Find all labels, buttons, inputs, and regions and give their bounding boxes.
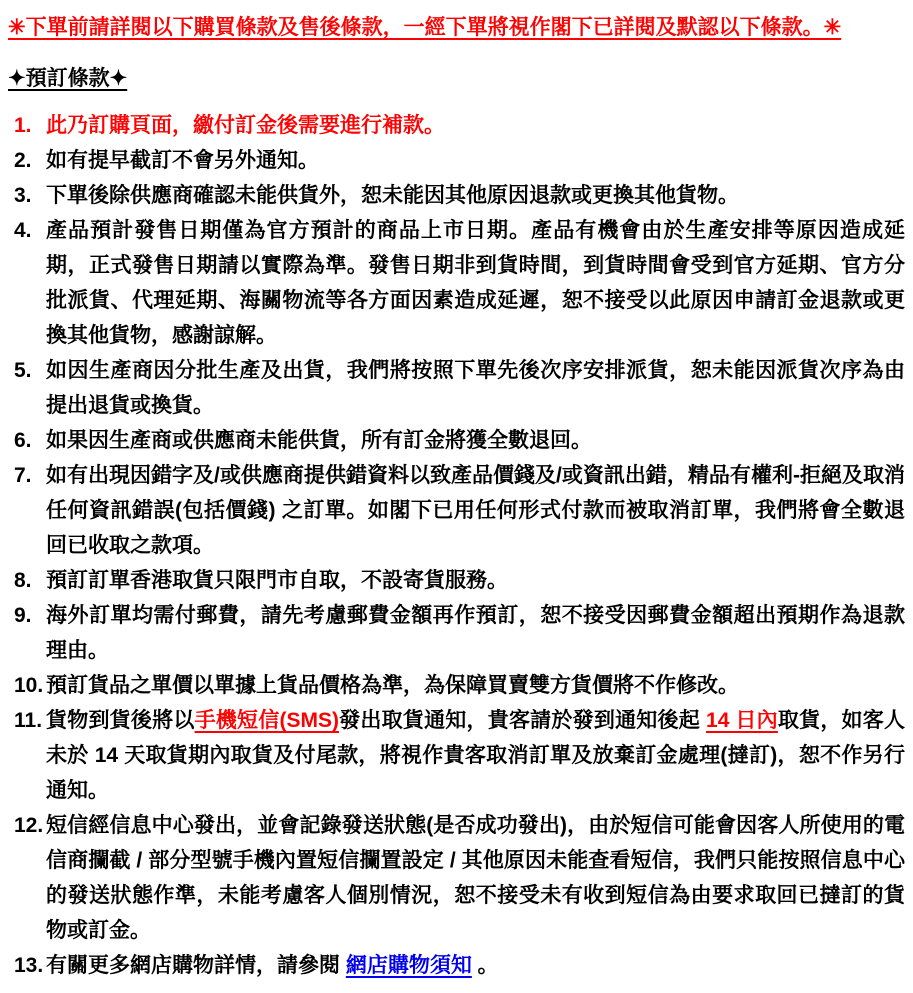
term-item bbox=[8, 178, 905, 213]
term-text-segment: 產品預計發售日期僅為官方預計的商品上市日期。產品有機會由於生產安排等原因造成延期，正式發售日期請以實際為準。發售日期非到貨時間，到貨時間會受到官方延期、官方分批派貨、代理延期、海關物流等各方面因素造成延遲，恕不接受以此原因申請訂金退款或更換其他貨物，感謝諒解。 bbox=[46, 219, 905, 347]
term-text bbox=[46, 114, 445, 137]
term-number: 7. bbox=[14, 464, 32, 487]
term-text-segment: 取貨，如客人未於 14 天取貨期內取貨及付尾款，將視作貴客取消訂單及放棄訂金處理(撻訂)，恕不作另行通知。 bbox=[46, 709, 906, 802]
term-number: 9. bbox=[14, 604, 32, 627]
term-text bbox=[46, 954, 499, 977]
preorder-terms-heading: ✦預訂條款✦ bbox=[8, 67, 128, 90]
term-item bbox=[8, 108, 905, 143]
term-text-segment: 貨物到貨後將以 bbox=[46, 709, 195, 732]
term-number: 2. bbox=[14, 149, 32, 172]
term-text-segment: 發出取貨通知，貴客請於發到通知後起 bbox=[338, 709, 707, 732]
highlighted-term-text: 手機短信(SMS) bbox=[194, 709, 339, 732]
term-number: 5. bbox=[14, 359, 32, 382]
term-text-segment: 如因生產商因分批生產及出貨，我們將按照下單先後次序安排派貨，恕未能因派貨次序為由提出退貨或換貨。 bbox=[46, 359, 905, 417]
term-number: 3. bbox=[14, 184, 32, 207]
term-item bbox=[8, 703, 905, 808]
term-text-segment: 如有出現因錯字及/或供應商提供錯資料以致產品價錢及/或資訊出錯，精品有權利-拒絕及取消任何資訊錯誤(包括價錢) 之訂單。如閣下已用任何形式付款而被取消訂單，我們將會全數退回已收取之款項。 bbox=[46, 464, 905, 557]
term-text bbox=[46, 814, 905, 942]
term-number: 13. bbox=[14, 954, 44, 977]
terms-list bbox=[8, 108, 905, 983]
term-item bbox=[8, 668, 905, 703]
term-text-segment: 有關更多網店購物詳情，請參閱 bbox=[46, 954, 346, 977]
purchase-notice-heading: ✳下單前請詳閱以下購買條款及售後條款，一經下單將視作閣下已詳閱及默認以下條款。✳ bbox=[8, 16, 842, 39]
term-number: 10. bbox=[14, 674, 44, 697]
term-item bbox=[8, 808, 905, 948]
term-text-segment: 預訂訂單香港取貨只限門市自取，不設寄貨服務。 bbox=[46, 569, 508, 592]
term-item bbox=[8, 353, 905, 423]
term-item bbox=[8, 143, 905, 178]
term-text-segment: 此乃訂購頁面，繳付訂金後需要進行補款。 bbox=[46, 114, 445, 137]
term-text bbox=[46, 149, 319, 172]
term-number: 8. bbox=[14, 569, 32, 592]
term-number: 12. bbox=[14, 814, 44, 837]
term-text bbox=[46, 359, 905, 417]
term-text bbox=[46, 674, 739, 697]
term-text bbox=[46, 569, 508, 592]
term-item bbox=[8, 213, 905, 353]
term-number: 1. bbox=[14, 114, 32, 137]
term-item bbox=[8, 423, 905, 458]
term-text-segment: 如果因生產商或供應商未能供貨，所有訂金將獲全數退回。 bbox=[46, 429, 592, 452]
term-number: 11. bbox=[14, 709, 43, 732]
term-text-segment: 預訂貨品之單價以單據上貨品價格為準，為保障買賣雙方貨價將不作修改。 bbox=[46, 674, 739, 697]
term-text bbox=[46, 709, 905, 802]
term-item bbox=[8, 458, 905, 563]
term-item bbox=[8, 563, 905, 598]
term-text-segment: 短信經信息中心發出，並會記錄發送狀態(是否成功發出)，由於短信可能會因客人所使用的電信商攔截 / 部分型號手機內置短信攔置設定 / 其他原因未能查看短信，我們只能按照信息中心的發送狀態作準，未能考慮客人個別情況，恕不接受未有收到短信為由要求取回已撻訂的貨物或訂金。 bbox=[46, 814, 905, 942]
shop-guide-link[interactable]: 網店購物須知 bbox=[345, 954, 472, 977]
term-item bbox=[8, 948, 905, 983]
term-number: 4. bbox=[14, 219, 32, 242]
term-text bbox=[46, 429, 592, 452]
term-text bbox=[46, 184, 739, 207]
section-heading-wrap bbox=[8, 61, 905, 108]
term-text bbox=[46, 464, 905, 557]
term-text-segment: 海外訂單均需付郵費，請先考慮郵費金額再作預訂，恕不接受因郵費金額超出預期作為退款理由。 bbox=[46, 604, 905, 662]
highlighted-term-text: 14 日內 bbox=[706, 709, 778, 732]
term-item bbox=[8, 598, 905, 668]
term-number: 6. bbox=[14, 429, 32, 452]
term-text bbox=[46, 604, 905, 662]
term-text bbox=[46, 219, 905, 347]
term-text-segment: 。 bbox=[471, 954, 499, 977]
term-text-segment: 如有提早截訂不會另外通知。 bbox=[46, 149, 319, 172]
term-text-segment: 下單後除供應商確認未能供貨外，恕未能因其他原因退款或更換其他貨物。 bbox=[46, 184, 739, 207]
